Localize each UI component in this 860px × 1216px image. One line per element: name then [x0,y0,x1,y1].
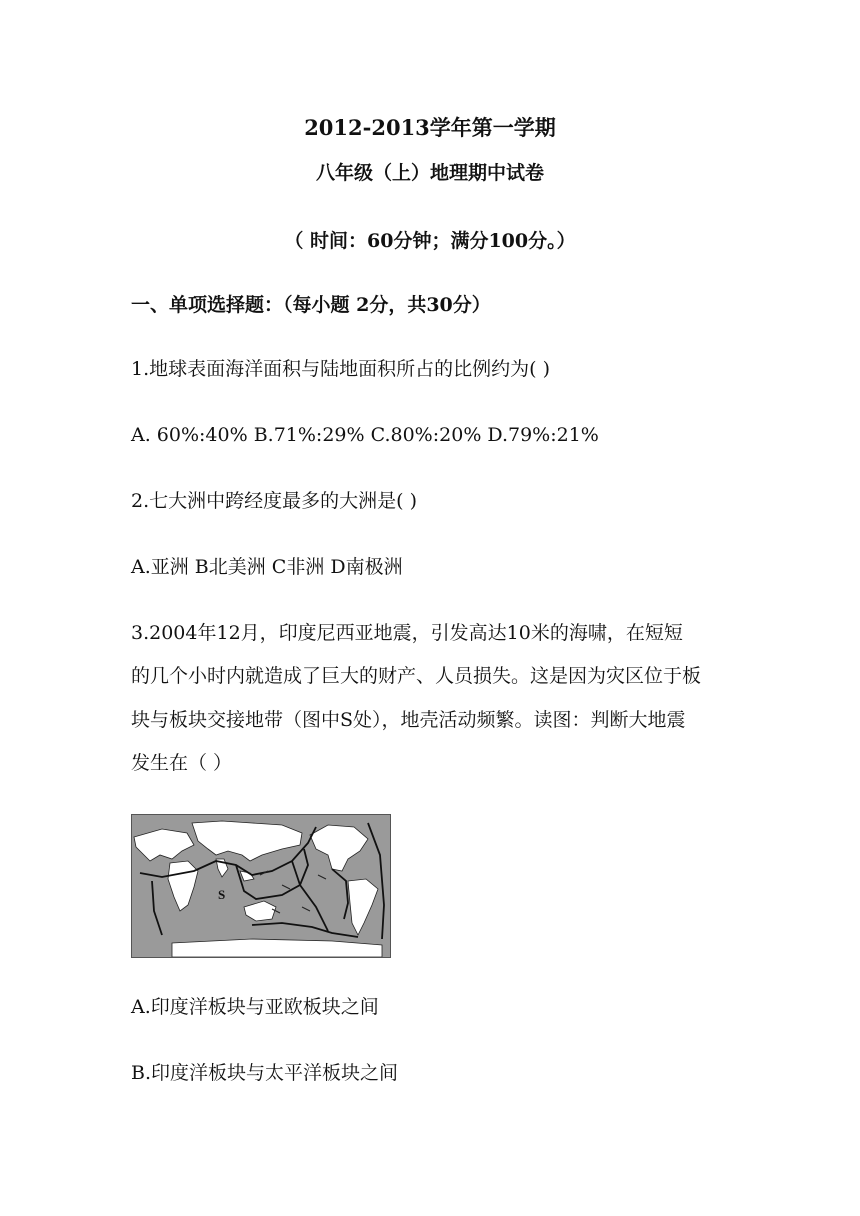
map-label-s: S [218,887,226,902]
exam-subtitle: 八年级（上）地理期中试卷 [315,162,544,184]
plate-boundary-map [131,814,391,958]
question-3-stem-line-3: 块与板块交接地带（图中S处），地壳活动频繁。读图：判断大地震 [131,709,686,731]
question-3-stem-line-2: 的几个小时内就造成了巨大的财产、人员损失。这是因为灾区位于板 [131,665,702,687]
time-note: （ 时间：60分钟；满分100分。） [284,230,576,252]
question-3-option-b: B.印度洋板块与太平洋板块之间 [131,1062,399,1084]
section-heading: 一、单项选择题：（每小题 2分，共30分） [131,294,491,316]
question-3-stem-line-1: 3.2004年12月，印度尼西亚地震，引发高达10米的海啸，在短短 [131,622,683,644]
question-3-option-a: A.印度洋板块与亚欧板块之间 [131,996,379,1018]
question-2-stem: 2.七大洲中跨经度最多的大洲是( ) [131,490,417,512]
question-2-options: A.亚洲 B北美洲 C非洲 D南极洲 [131,556,403,578]
question-3-stem-line-4: 发生在（ ） [131,752,233,774]
question-1-options: A. 60%:40% B.71%:29% C.80%:20% D.79%:21% [131,424,599,446]
exam-title: 2012-2013学年第一学期 [304,115,556,140]
question-1-stem: 1.地球表面海洋面积与陆地面积所占的比例约为( ) [131,358,550,380]
